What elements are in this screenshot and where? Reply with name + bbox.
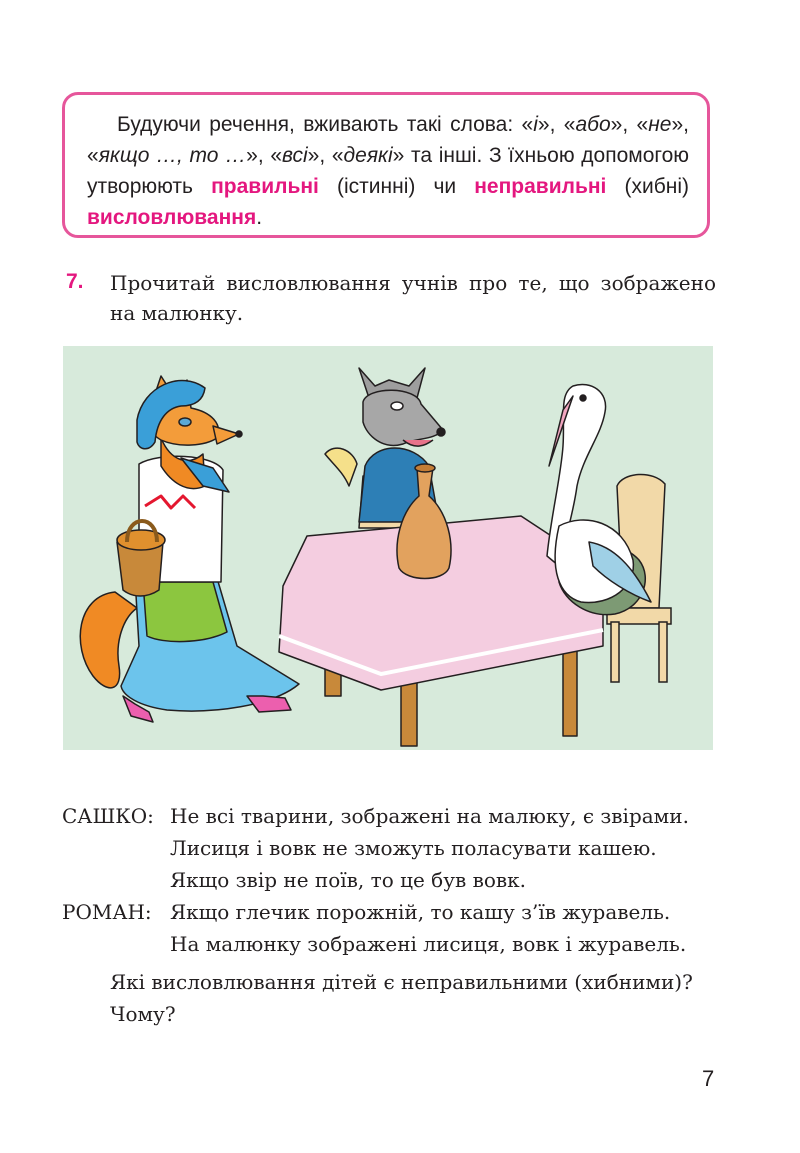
dialog-entry bbox=[62, 800, 689, 896]
rule-text bbox=[87, 109, 689, 233]
speaker-lines bbox=[170, 896, 686, 960]
rule-word: не bbox=[648, 113, 672, 136]
rule-word: і bbox=[533, 113, 538, 136]
rule-word: або bbox=[575, 113, 611, 136]
rule-text-part: », « bbox=[537, 113, 576, 136]
term-true: правильні bbox=[211, 175, 319, 198]
statement-line: Якщо глечик порожній, то кашу з’їв журавель. bbox=[170, 900, 671, 924]
rule-text-part: » та інші. З їхньою допомогою утворюють bbox=[87, 144, 689, 198]
scene-illustration bbox=[63, 346, 713, 750]
task-text: Прочитай висловлювання учнів про те, що зображено на малюнку. bbox=[110, 271, 716, 325]
rule-box bbox=[62, 92, 710, 238]
wolf-eye bbox=[391, 402, 403, 410]
rule-text-part: . bbox=[256, 206, 263, 229]
wolf-nose bbox=[437, 428, 445, 436]
rule-text-part: (хибні) bbox=[606, 175, 689, 198]
fox-eye bbox=[179, 418, 191, 426]
speaker-label: САШКО: bbox=[62, 804, 154, 828]
rule-word: деякі bbox=[343, 144, 393, 167]
rule-word: всі bbox=[282, 144, 308, 167]
question-text: Які висловлювання дітей є неправильними (хибними)? Чому? bbox=[110, 970, 693, 1026]
speaker-label: РОМАН: bbox=[62, 900, 152, 924]
table-leg bbox=[563, 646, 577, 736]
dialog-entry bbox=[62, 896, 689, 960]
term-statements: висловлювання bbox=[87, 206, 257, 229]
rule-text-part: », « bbox=[87, 113, 689, 167]
fox-nose bbox=[236, 431, 242, 437]
statement-line: Якщо звір не поїв, то це був вовк. bbox=[170, 868, 526, 892]
task-number: 7. bbox=[66, 270, 84, 293]
dialog-block bbox=[62, 800, 689, 960]
rule-text-part: (істинні) чи bbox=[318, 175, 475, 198]
statement-line: Лисиця і вовк не зможуть поласувати кашею. bbox=[170, 836, 657, 860]
statement-line: Не всі тварини, зображені на малюку, є звірами. bbox=[170, 804, 689, 828]
crane-eye bbox=[580, 395, 586, 401]
rule-text-part: », « bbox=[610, 113, 649, 136]
term-false: неправильні bbox=[474, 175, 607, 198]
rule-text-part: », « bbox=[307, 144, 344, 167]
rule-word: якщо …, то … bbox=[98, 144, 247, 167]
statement-line: На малюнку зображені лисиця, вовк і журавель. bbox=[170, 932, 687, 956]
speaker-lines bbox=[170, 800, 689, 896]
rule-text-part: Будуючи речення, вживають такі слова: « bbox=[117, 113, 534, 136]
page-number: 7 bbox=[702, 1066, 715, 1091]
rule-text-part: », « bbox=[246, 144, 282, 167]
